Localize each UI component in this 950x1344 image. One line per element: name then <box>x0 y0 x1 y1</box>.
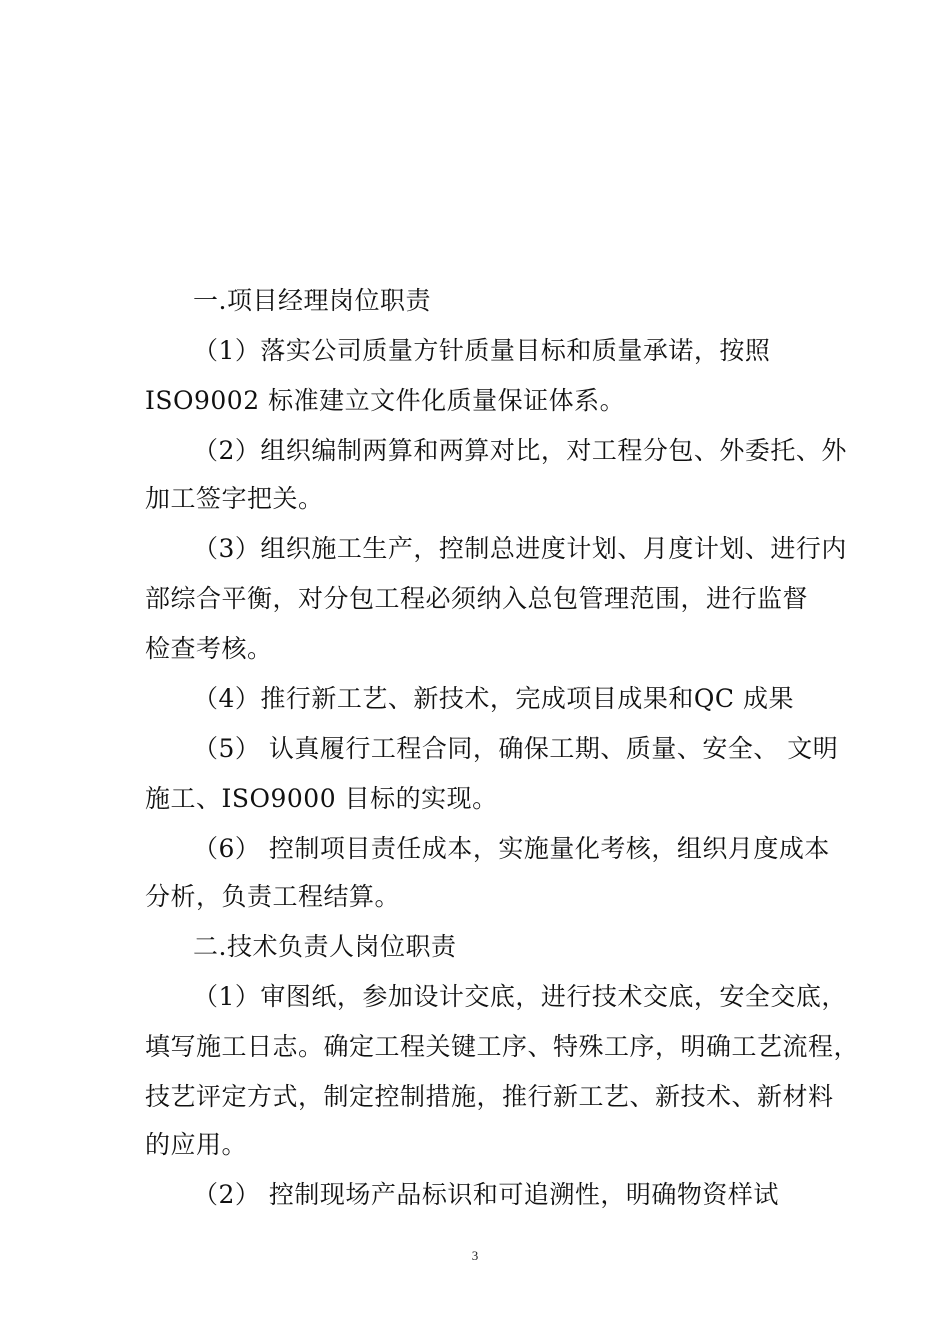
section-heading-project-manager: 一.项目经理岗位职责 <box>193 286 431 315</box>
paragraph-line: 加工签字把关。 <box>145 484 324 513</box>
page-number: 3 <box>471 1248 479 1263</box>
paragraph-line: 填写施工日志。确定工程关键工序、特殊工序，明确工艺流程， <box>145 1032 860 1061</box>
paragraph-line: 分析，负责工程结算。 <box>145 882 401 911</box>
paragraph-line: 技艺评定方式，制定控制措施，推行新工艺、新技术、新材料 <box>145 1082 834 1111</box>
paragraph-line: （6） 控制项目责任成本，实施量化考核，组织月度成本 <box>193 834 830 863</box>
paragraph-line: ISO9002 标准建立文件化质量保证体系。 <box>145 386 626 415</box>
paragraph-line: 部综合平衡，对分包工程必须纳入总包管理范围，进行监督 <box>145 584 809 613</box>
paragraph-line: （1）审图纸，参加设计交底，进行技术交底，安全交底， <box>193 982 847 1011</box>
paragraph-line: （5） 认真履行工程合同，确保工期、质量、安全、 文明 <box>193 734 839 763</box>
section-heading-technical-lead: 二.技术负责人岗位职责 <box>193 932 457 961</box>
paragraph-line: 施工、ISO9000 目标的实现。 <box>145 784 498 813</box>
paragraph-line: 检查考核。 <box>145 634 273 663</box>
paragraph-line: 的应用。 <box>145 1130 248 1159</box>
paragraph-line: （2） 控制现场产品标识和可追溯性，明确物资样试 <box>193 1180 779 1209</box>
paragraph-line: （1）落实公司质量方针质量目标和质量承诺，按照 <box>193 336 771 365</box>
paragraph-line: （3）组织施工生产，控制总进度计划、月度计划、进行内 <box>193 534 847 563</box>
paragraph-line: （4）推行新工艺、新技术，完成项目成果和QC 成果 <box>193 684 794 713</box>
paragraph-line: （2）组织编制两算和两算对比，对工程分包、外委托、外 <box>193 436 847 465</box>
